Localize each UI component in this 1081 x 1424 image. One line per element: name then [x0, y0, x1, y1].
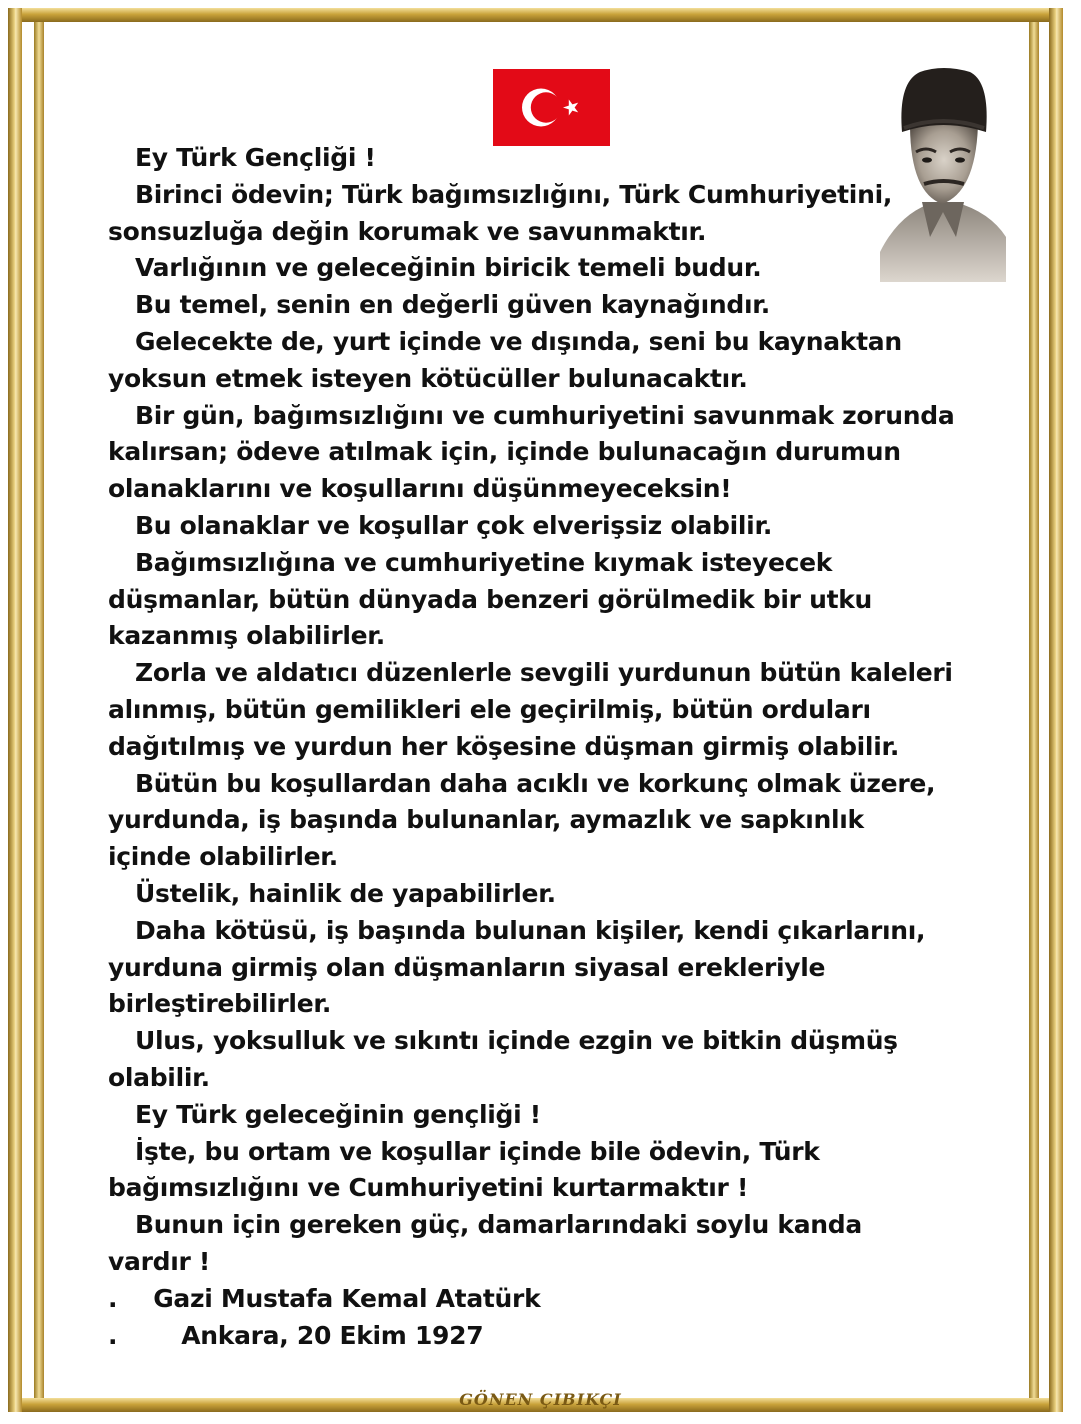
paragraph-line: Birinci ödevin; Türk bağımsızlığını, Türk Cumhuriyetini,	[135, 179, 893, 209]
signature-place-date: Ankara, 20 Ekim 1927	[181, 1320, 484, 1350]
frame-right	[1049, 8, 1063, 1412]
paragraph-line: Bu temel, senin en değerli güven kaynağındır.	[135, 290, 770, 320]
signature-name: Gazi Mustafa Kemal Atatürk	[153, 1283, 541, 1313]
paragraph-line: dağıtılmış ve yurdun her köşesine düşman girmiş olabilir.	[108, 731, 900, 761]
paragraph-line: Bütün bu koşullardan daha acıklı ve korkunç olmak üzere,	[135, 768, 936, 798]
paragraph-line: kazanmış olabilirler.	[108, 621, 385, 651]
paragraph-line: Bir gün, bağımsızlığını ve cumhuriyetini savunmak zorunda	[135, 400, 955, 430]
paragraph-line: alınmış, bütün gemilikleri ele geçirilmiş, bütün orduları	[108, 694, 871, 724]
paragraph-line: yoksun etmek isteyen kötücüller bulunacaktır.	[108, 363, 748, 393]
paragraph-line: içinde olabilirler.	[108, 842, 338, 872]
paragraph-line: Daha kötüsü, iş başında bulunan kişiler, kendi çıkarlarını,	[135, 915, 926, 945]
paragraph-line: olabilir.	[108, 1062, 210, 1092]
paragraph-line: Bu olanaklar ve koşullar çok elverişsiz olabilir.	[135, 510, 773, 540]
paragraph-line: bağımsızlığını ve Cumhuriyetini kurtarmaktır !	[108, 1173, 749, 1203]
frame-left-inner	[34, 22, 44, 1398]
signature-line	[108, 1281, 988, 1318]
paragraph-line: Üstelik, hainlik de yapabilirler.	[135, 878, 556, 908]
frame-right-inner	[1029, 22, 1039, 1398]
paragraph-line: Ey Türk Gençliği !	[135, 143, 376, 172]
paragraph-line: kalırsan; ödeve atılmak için, içinde bulunacağın durumun	[108, 437, 901, 467]
paragraph-line: İşte, bu ortam ve koşullar içinde bile ödevin, Türk	[135, 1136, 820, 1166]
paragraph-line: birleştirebilirler.	[108, 989, 332, 1019]
signature-place-line	[108, 1318, 988, 1355]
paragraph-line: Ulus, yoksulluk ve sıkıntı içinde ezgin ve bitkin düşmüş	[135, 1026, 898, 1056]
signature-dot: .	[108, 1283, 118, 1313]
frame-top	[8, 8, 1063, 22]
paragraph-line: sonsuzluğa değin korumak ve savunmaktır.	[108, 216, 707, 246]
author-credit: GÖNEN ÇIBIKÇI	[459, 1390, 622, 1409]
signature-dot: .	[108, 1320, 118, 1350]
gencilige-hitabe-text	[108, 140, 988, 1354]
paragraph-line: Bağımsızlığına ve cumhuriyetine kıymak isteyecek	[135, 547, 833, 577]
paragraph-line: yurdunda, iş başında bulunanlar, aymazlık ve sapkınlık	[108, 805, 864, 835]
turkish-flag-icon	[493, 69, 610, 146]
paragraph-line: Gelecekte de, yurt içinde ve dışında, seni bu kaynaktan	[135, 326, 902, 356]
paragraph-line: Varlığının ve geleceğinin biricik temeli budur.	[135, 253, 762, 283]
paragraph-line: Bunun için gereken güç, damarlarındaki soylu kanda	[135, 1210, 862, 1240]
frame-left	[8, 8, 22, 1412]
paragraph-line: düşmanlar, bütün dünyada benzeri görülmedik bir utku	[108, 584, 873, 614]
paragraph-line: yurduna girmiş olan düşmanların siyasal erekleriyle	[108, 952, 826, 982]
paragraph-line: olanaklarını ve koşullarını düşünmeyeceksin!	[108, 474, 732, 504]
paragraph-line: vardır !	[108, 1246, 210, 1276]
paragraph-line: Ey Türk geleceğinin gençliği !	[135, 1099, 541, 1129]
paragraph-line: Zorla ve aldatıcı düzenlerle sevgili yurdunun bütün kaleleri	[135, 658, 953, 688]
